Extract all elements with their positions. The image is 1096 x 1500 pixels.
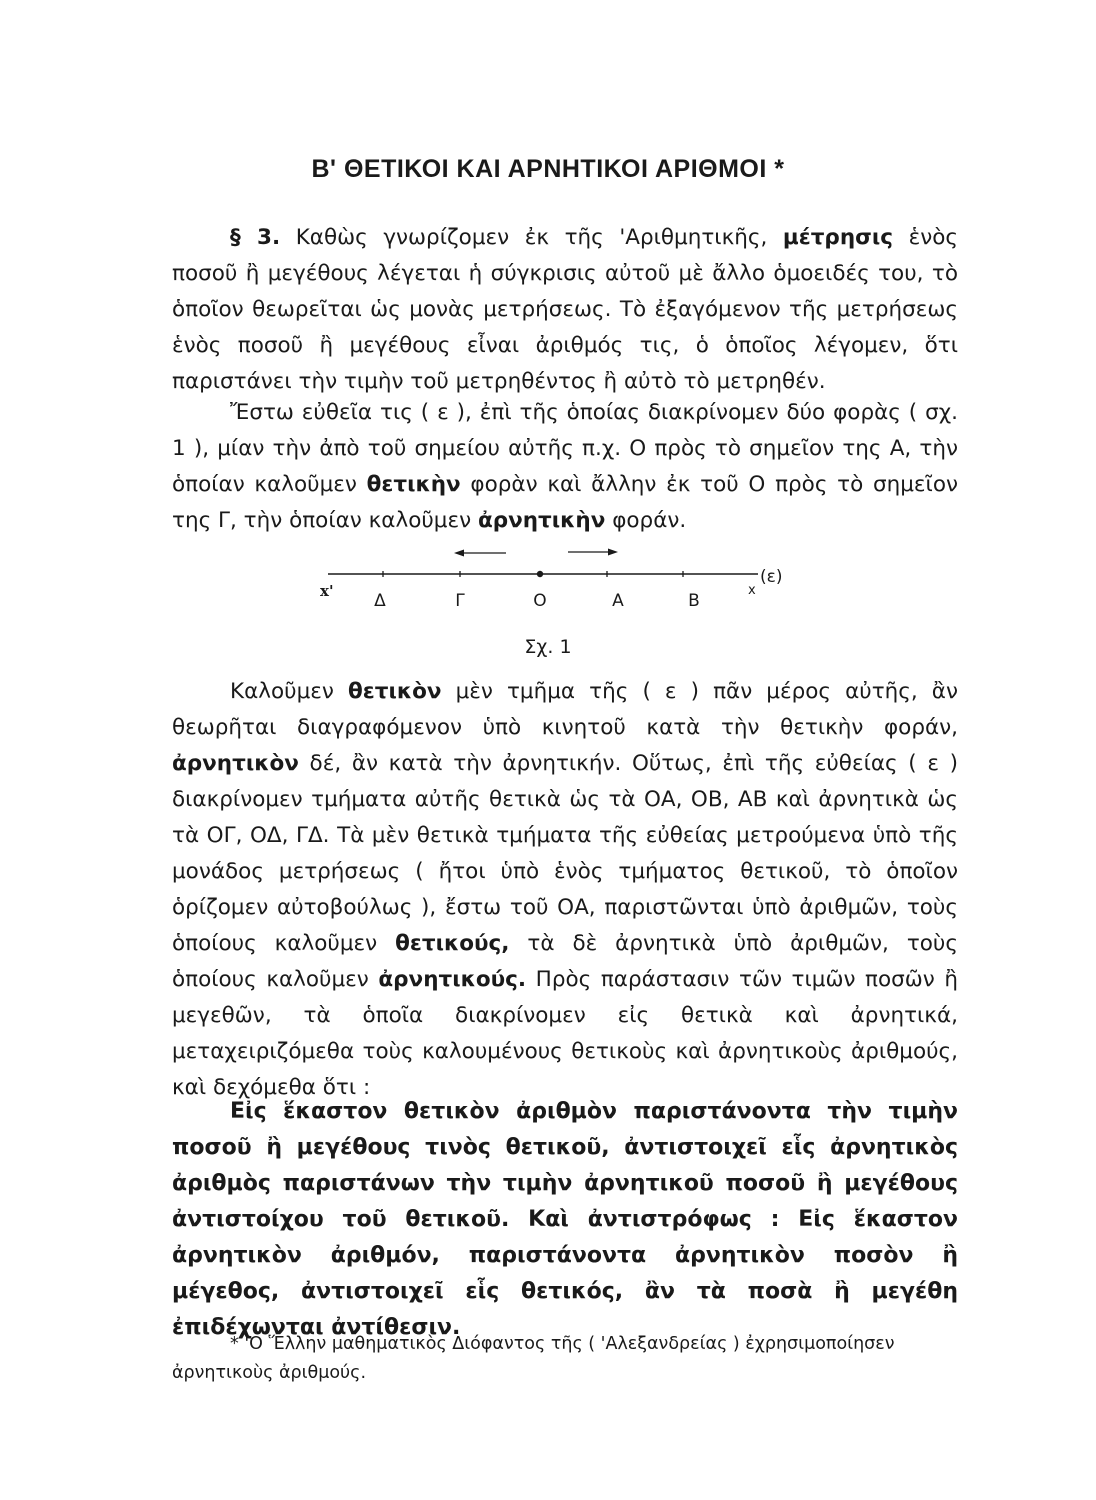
origin-point <box>537 571 543 577</box>
term-negative-direction: ἀρνητικὴν <box>477 508 606 533</box>
paragraph-line-directions <box>172 395 958 539</box>
term-positive-numbers: θετικούς, <box>395 931 510 956</box>
right-end-label: x <box>748 583 756 598</box>
paragraph-text: φορὰν καὶ ἄλλην ἐκ τοῦ Ο πρὸς τὸ σημεῖον της Γ, τὴν ὁποίαν καλοῦμεν <box>172 472 958 533</box>
left-end-label: x' <box>320 582 334 600</box>
point-label-gamma: Γ <box>455 591 465 611</box>
point-label-alpha: Α <box>612 591 624 611</box>
term-metresis: μέτρησις <box>782 225 893 250</box>
chapter-heading: Β' ΘΕΤΙΚΟΙ ΚΑΙ ΑΡΝΗΤΙΚΟΙ ΑΡΙΘΜΟΙ * <box>311 155 785 183</box>
paragraph-text: Καθὼς γνωρίζομεν ἐκ τῆς 'Αριθμητικῆς, <box>280 225 783 250</box>
footnote: * 'Ο Ἕλλην μαθηματικὸς Διόφαντος τῆς ( 'Αλεξανδρείας ) ἐχρησιμοποίησεν ἀρνητικοὺς ἀριθμούς. <box>172 1334 895 1383</box>
term-positive-direction: θετικὴν <box>366 472 461 497</box>
line-label: (ε) <box>760 567 783 587</box>
figure-caption: Σχ. 1 <box>524 636 572 658</box>
paragraph-definition-measurement <box>172 220 958 400</box>
paragraph-correspondence-rule <box>172 1094 958 1346</box>
paragraph-text: δέ, ἂν κατὰ τὴν ἀρνητικήν. Οὕτως, ἐπὶ τῆς εὐθείας ( ε ) διακρίνομεν τμήματα αὐτῆς θετικὰ ὡς τὰ ΟΑ, ΟΒ, ΑΒ καὶ ἀρνητικὰ ὡς τὰ ΟΓ, ΟΔ, ΓΔ. Τὰ μὲν θετικὰ τμήματα τῆς εὐθείας μετρούμενα ὑπὸ τῆς μονάδος μετρήσεως ( ἤτοι ὑπὸ ἑνὸς τμήματος θετικοῦ, τὸ ὁποῖον ὁρίζομεν αὐτοβούλως ), ἔστω τοῦ ΟΑ, παριστῶνται ὑπὸ ἀριθμῶν, τοὺς ὁποίους καλοῦμεν <box>172 751 958 956</box>
point-label-beta: Β <box>688 591 700 611</box>
figure-number-line <box>310 540 810 620</box>
arrow-right-head <box>608 549 618 556</box>
paragraph-text: Πρὸς παράστασιν τῶν τιμῶν ποσῶν ἢ μεγεθῶν, τὰ ὁποῖα διακρίνομεν εἰς θετικὰ καὶ ἀρνητικά, μεταχειριζόμεθα τοὺς καλουμένους θετικοὺς καὶ ἀρνητικοὺς ἀριθμούς, καὶ δεχόμεθα ὅτι : <box>172 967 958 1100</box>
term-positive-segment: θετικὸν <box>347 679 442 704</box>
arrow-left-head <box>454 550 464 557</box>
term-negative-segment: ἀρνητικὸν <box>172 751 299 776</box>
paragraph-text: φοράν. <box>605 508 687 533</box>
section-number: § 3. <box>230 225 281 250</box>
rule-text: Εἰς ἕκαστον θετικὸν ἀριθμὸν παριστάνοντα τὴν τιμὴν ποσοῦ ἢ μεγέθους τινὸς θετικοῦ, ἀντιστοιχεῖ εἷς ἀρνητικὸς ἀριθμὸς παριστάνων τὴν τιμὴν ἀρνητικοῦ ποσοῦ ἢ μεγέθους ἀντιστοίχου τοῦ θετικοῦ. Καὶ ἀντιστρόφως : Εἰς ἕκαστον ἀρνητικὸν ἀριθμόν, παριστάνοντα ἀρνητικὸν ποσὸν ἢ μέγεθος, ἀντιστοιχεῖ εἷς θετικός, ἂν τὰ ποσὰ ἢ μεγέθη ἐπιδέχωνται ἀντίθεσιν. <box>172 1099 958 1340</box>
point-label-delta: Δ <box>374 591 386 611</box>
paragraph-text: Καλοῦμεν <box>230 679 348 704</box>
paragraph-text: μὲν τμῆμα τῆς ( ε ) πᾶν μέρος αὐτῆς, ἂν θεωρῆται διαγραφόμενον ὑπὸ κινητοῦ κατὰ τὴν θετικὴν φοράν, <box>172 679 958 740</box>
paragraph-segments <box>172 674 958 1106</box>
term-negative-numbers: ἀρνητικούς. <box>378 967 527 992</box>
paragraph-text: Ἔστω εὐθεῖα τις ( ε ), ἐπὶ τῆς ὁποίας διακρίνομεν δύο φορὰς ( σχ. 1 ), μίαν τὴν ἀπὸ τοῦ σημείου αὐτῆς π.χ. Ο πρὸς τὸ σημεῖον της Α, τὴν ὁποίαν καλοῦμεν <box>172 400 958 497</box>
paragraph-text: ἑνὸς ποσοῦ ἢ μεγέθους λέγεται ἡ σύγκρισις αὐτοῦ μὲ ἄλλο ὁμοειδές του, τὸ ὁποῖον θεωρεῖται ὡς μονὰς μετρήσεως. Τὸ ἐξαγόμενον τῆς μετρήσεως ἑνὸς ποσοῦ ἢ μεγέθους εἶναι ἀριθμός τις, ὁ ὁποῖος λέγομεν, ὅτι παριστάνει τὴν τιμὴν τοῦ μετρηθέντος ἢ αὐτὸ τὸ μετρηθέν. <box>172 225 958 394</box>
paragraph-text: τὰ δὲ ἀρνητικὰ ὑπὸ ἀριθμῶν, τοὺς ὁποίους καλοῦμεν <box>172 931 958 992</box>
point-label-omicron: Ο <box>533 591 547 611</box>
